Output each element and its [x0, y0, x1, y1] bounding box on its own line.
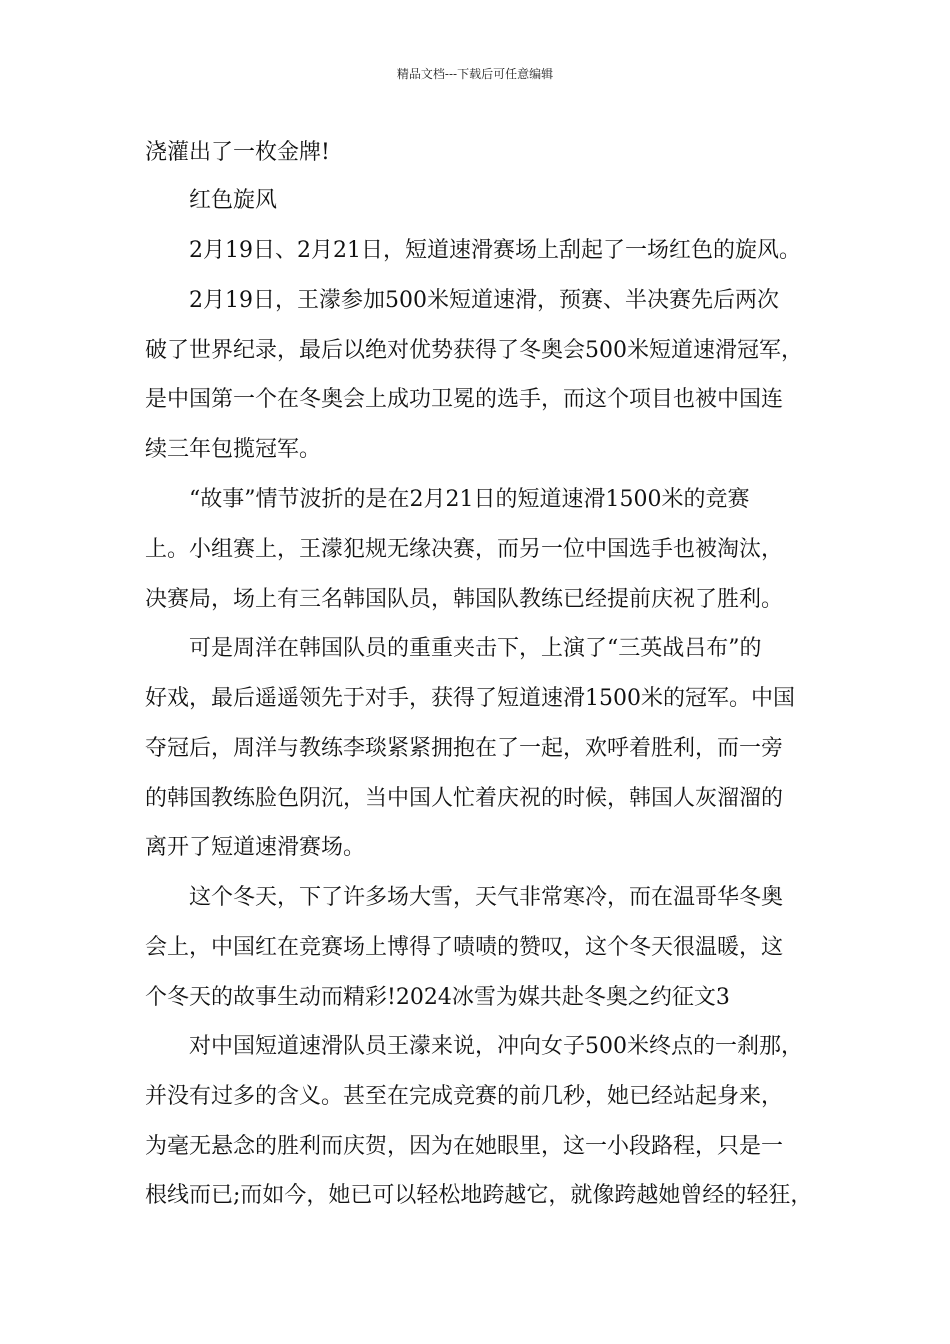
text-line: 并没有过多的含义。甚至在完成竞赛的前几秒，她已经站起身来， [145, 1084, 784, 1109]
text-line: 个冬天的故事生动而精彩!2024冰雪为媒共赴冬奥之约征文3 [145, 985, 730, 1010]
text-line: 会上，中国红在竞赛场上博得了啧啧的赞叹，这个冬天很温暖，这 [145, 935, 784, 960]
text-line: 可是周洋在韩国队员的重重夹击下，上演了“三英战吕布”的 [189, 636, 762, 661]
text-line: 这个冬天，下了许多场大雪，天气非常寒冷，而在温哥华冬奥 [189, 885, 784, 910]
text-line: 根线而已;而如今，她已可以轻松地跨越它，就像跨越她曾经的轻狂， [145, 1183, 813, 1208]
page-header: 精品文档---下载后可任意编辑 [396, 67, 554, 81]
text-line: 是中国第一个在冬奥会上成功卫冕的选手，而这个项目也被中国连 [145, 387, 784, 412]
text-line: “故事”情节波折的是在2月21日的短道速滑1500米的竞赛 [189, 487, 750, 512]
text-line: 为毫无悬念的胜利而庆贺，因为在她眼里，这一小段路程，只是一 [145, 1134, 784, 1159]
text-line: 决赛局，场上有三名韩国队员，韩国队教练已经提前庆祝了胜利。 [145, 587, 784, 612]
text-line: 离开了短道速滑赛场。 [145, 835, 366, 860]
text-line: 浇灌出了一枚金牌! [145, 140, 330, 165]
text-line: 好戏，最后遥遥领先于对手，获得了短道速滑1500米的冠军。中国 [145, 686, 795, 711]
text-line: 夺冠后，周洋与教练李琰紧紧拥抱在了一起，欢呼着胜利，而一旁 [145, 736, 784, 761]
text-line: 上。小组赛上，王濛犯规无缘决赛，而另一位中国选手也被淘汰， [145, 537, 784, 562]
text-line: 2月19日、2月21日，短道速滑赛场上刮起了一场红色的旋风。 [189, 238, 801, 263]
text-line: 2月19日，王濛参加500米短道速滑，预赛、半决赛先后两次 [189, 288, 779, 313]
text-line: 续三年包揽冠军。 [145, 437, 322, 462]
text-line: 的韩国教练脸色阴沉，当中国人忙着庆祝的时候，韩国人灰溜溜的 [145, 786, 784, 811]
text-line: 对中国短道速滑队员王濛来说，冲向女子500米终点的一刹那， [189, 1034, 803, 1059]
text-line: 破了世界纪录，最后以绝对优势获得了冬奥会500米短道速滑冠军， [145, 338, 803, 363]
section-heading: 红色旋风 [189, 188, 278, 213]
